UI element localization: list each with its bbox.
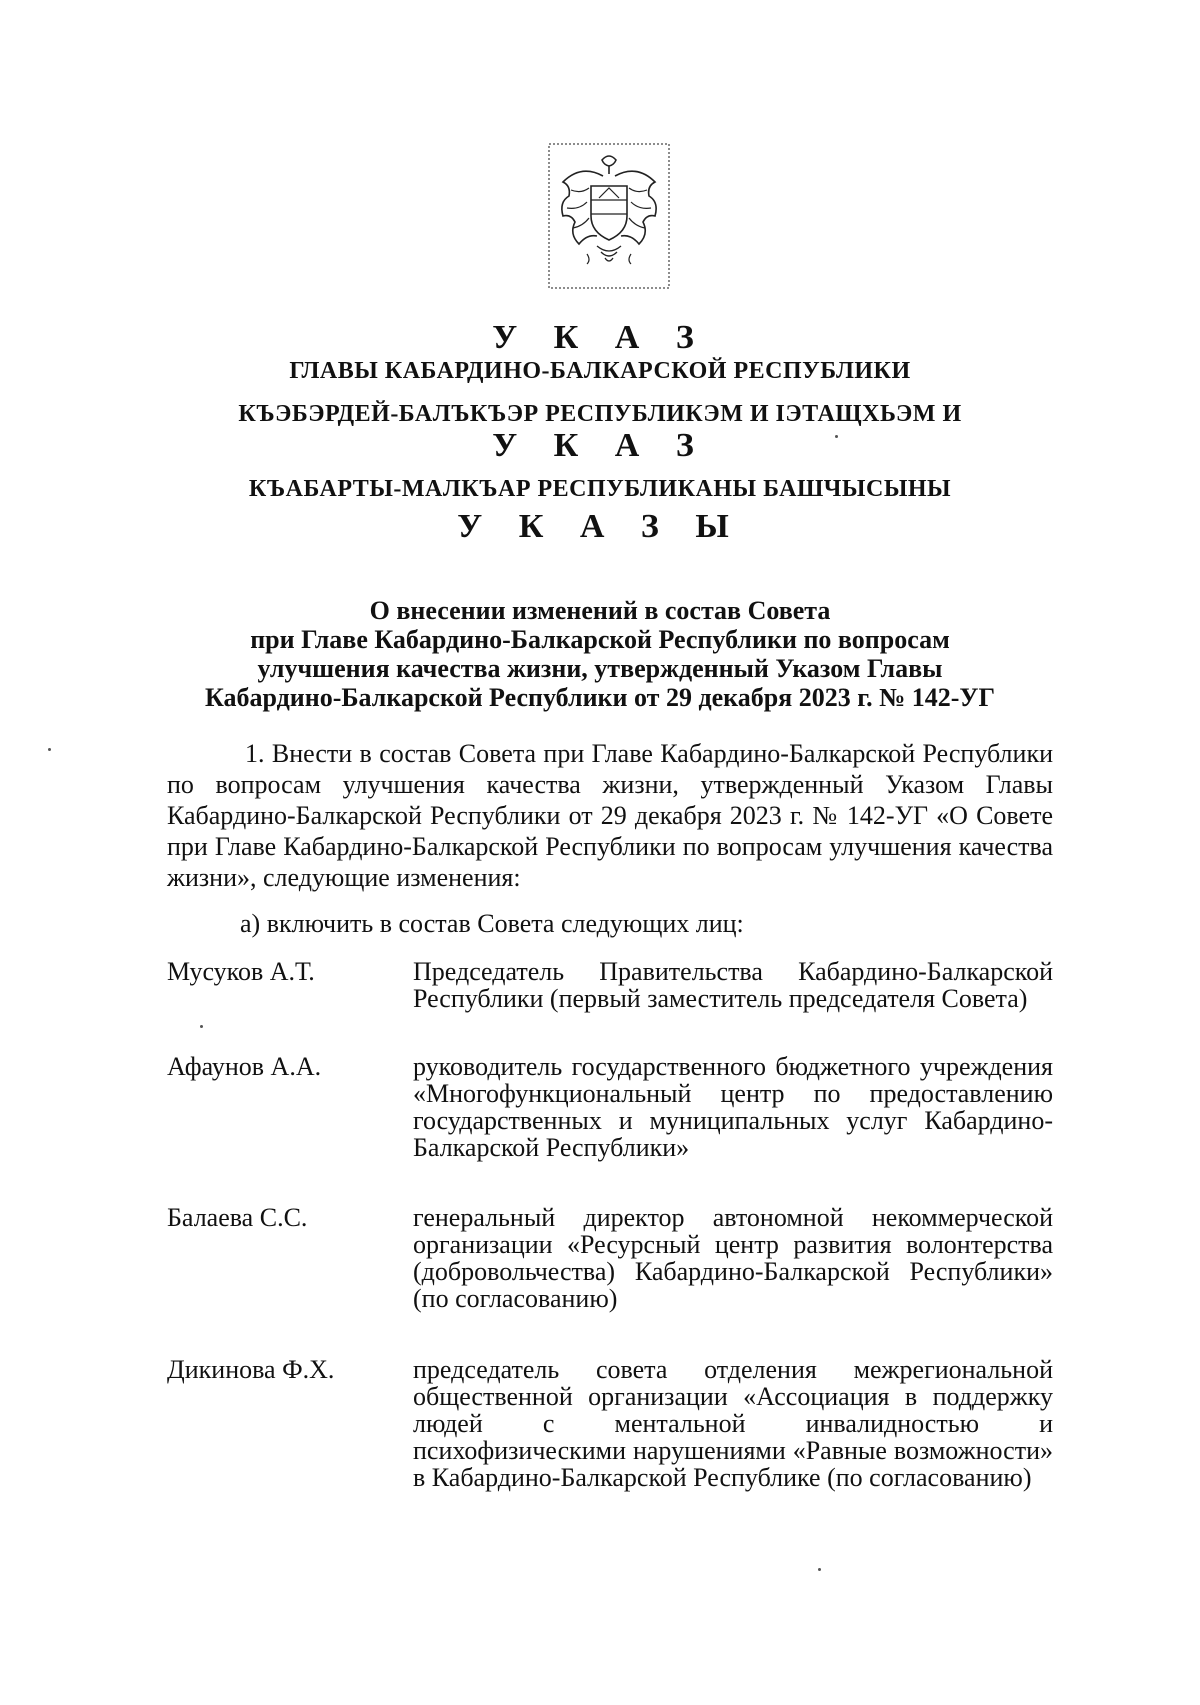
title-line: О внесении изменений в состав Совета bbox=[369, 596, 831, 625]
scan-speck bbox=[200, 1025, 203, 1028]
heading-ukaz-balkar: У К А З Ы bbox=[457, 508, 743, 545]
coat-of-arms-emblem bbox=[547, 142, 671, 290]
title-line: при Главе Кабардино-Балкарской Республики по вопросам bbox=[250, 625, 950, 654]
member-name: Дикинова Ф.Х. bbox=[167, 1355, 335, 1384]
paragraph-1: 1. Внести в состав Совета при Главе Кабардино-Балкарской Республики по вопросам улучшения качества жизни, утвержденный Указом Главы Кабардино-Балкарской Республики от 29 декабря 2023 г. № 142-УГ «О Совете при Главе Кабардино-Балкарской Республики по вопросам улучшения качества жизни», следующие изменения: bbox=[167, 739, 1053, 892]
member-name: Балаева С.С. bbox=[167, 1203, 308, 1232]
member-role: руководитель государственного бюджетного учреждения «Многофункциональный центр по предоставлению государственных и муниципальных услуг Кабардино-Балкарской Республики» bbox=[413, 1052, 1053, 1162]
heading-org-russian: ГЛАВЫ КАБАРДИНО-БАЛКАРСКОЙ РЕСПУБЛИКИ bbox=[289, 358, 911, 384]
heading-ukaz-russian: У К А З bbox=[492, 319, 708, 356]
title-line: Кабардино-Балкарской Республики от 29 декабря 2023 г. № 142-УГ bbox=[204, 683, 996, 712]
heading-org-kabardian: КЪЭБЭРДЕЙ-БАЛЪКЪЭР РЕСПУБЛИКЭМ И IЭТАЩХЬЭМ И bbox=[238, 401, 962, 427]
decree-heading bbox=[0, 318, 1200, 358]
member-name: Афаунов А.А. bbox=[167, 1052, 322, 1081]
heading-ukaz-kabardian: У К А З bbox=[492, 427, 708, 464]
heading-ukaz-kabardian-block bbox=[0, 426, 1200, 466]
member-role: генеральный директор автономной некоммерческой организации «Ресурсный центр развития волонтерства (добровольчества) Кабардино-Балкарской Республики» (по согласованию) bbox=[413, 1203, 1053, 1313]
scan-speck bbox=[835, 435, 838, 438]
member-name: Мусуков А.Т. bbox=[167, 957, 315, 986]
paragraph-2: а) включить в состав Совета следующих лиц: bbox=[240, 909, 744, 938]
member-role: председатель совета отделения межрегиональной общественной организации «Ассоциация в поддержку людей с ментальной инвалидностью и психофизическими нарушениями «Равные возможности» в Кабардино-Балкарской Республике (по согласованию) bbox=[413, 1355, 1053, 1492]
document-title bbox=[150, 596, 1050, 712]
heading-org-kabardian-block bbox=[0, 399, 1200, 429]
heading-org-russian-block bbox=[0, 356, 1200, 386]
scan-speck bbox=[818, 1568, 821, 1571]
heading-ukaz-balkar-block bbox=[0, 507, 1200, 547]
title-line: улучшения качества жизни, утвержденный Указом Главы bbox=[257, 654, 943, 683]
member-role: Председатель Правительства Кабардино-Балкарской Республики (первый заместитель председателя Совета) bbox=[413, 957, 1053, 1013]
scan-speck bbox=[48, 748, 51, 751]
heading-org-balkar-block bbox=[0, 474, 1200, 504]
heading-org-balkar: КЪАБАРТЫ-МАЛКЪАР РЕСПУБЛИКАНЫ БАШЧЫСЫНЫ bbox=[248, 476, 952, 502]
